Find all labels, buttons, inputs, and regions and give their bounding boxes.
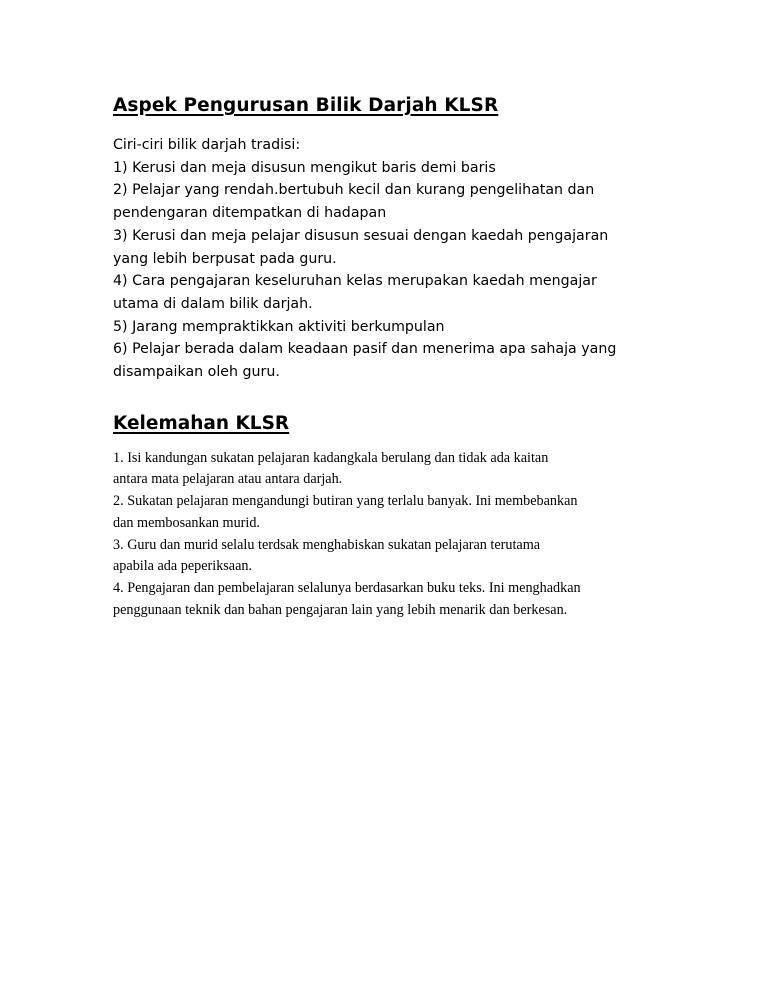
- paragraph-line: 5) Jarang mempraktikkan aktiviti berkumpulan: [113, 318, 445, 335]
- paragraph-line: 4. Pengajaran dan pembelajaran selalunya berdasarkan buku teks. Ini menghadkan: [113, 579, 581, 596]
- paragraph-line: 4) Cara pengajaran keseluruhan kelas merupakan kaedah mengajar: [113, 273, 597, 290]
- paragraph-line: 1. Isi kandungan sukatan pelajaran kadangkala berulang dan tidak ada kaitan: [113, 449, 549, 466]
- paragraph-line: 1) Kerusi dan meja disusun mengikut baris demi baris: [113, 159, 496, 176]
- paragraph-line: antara mata pelajaran atau antara darjah.: [113, 471, 343, 488]
- paragraph-line: pendengaran ditempatkan di hadapan: [113, 205, 387, 222]
- paragraph-line: 2) Pelajar yang rendah.bertubuh kecil dan kurang pengelihatan dan: [113, 182, 595, 199]
- paragraph-line: yang lebih berpusat pada guru.: [113, 250, 337, 267]
- document-content: [113, 92, 658, 621]
- paragraph-line: apabila ada peperiksaan.: [113, 558, 253, 575]
- paragraph-line: 6) Pelajar berada dalam keadaan pasif dan menerima apa sahaja yang: [113, 341, 617, 358]
- section-body-kelemahan: [113, 448, 658, 622]
- section-title-aspek-pengurusan: Aspek Pengurusan Bilik Darjah KLSR: [113, 95, 499, 116]
- paragraph-line: 3. Guru dan murid selalu terdsak menghabiskan sukatan pelajaran terutama: [113, 536, 541, 553]
- paragraph-line: 2. Sukatan pelajaran mengandungi butiran yang terlalu banyak. Ini membebankan: [113, 493, 578, 510]
- paragraph-line: utama di dalam bilik darjah.: [113, 295, 313, 312]
- paragraph-line: penggunaan teknik dan bahan pengajaran lain yang lebih menarik dan berkesan.: [113, 601, 568, 618]
- paragraph-line: 3) Kerusi dan meja pelajar disusun sesuai dengan kaedah pengajaran: [113, 227, 609, 244]
- paragraph-line: Ciri-ciri bilik darjah tradisi:: [113, 137, 301, 153]
- section-title-kelemahan: Kelemahan KLSR: [113, 412, 290, 434]
- paragraph-line: disampaikan oleh guru.: [113, 364, 280, 381]
- paragraph-line: dan membosankan murid.: [113, 514, 260, 531]
- section-body-ciri-ciri: [113, 134, 658, 384]
